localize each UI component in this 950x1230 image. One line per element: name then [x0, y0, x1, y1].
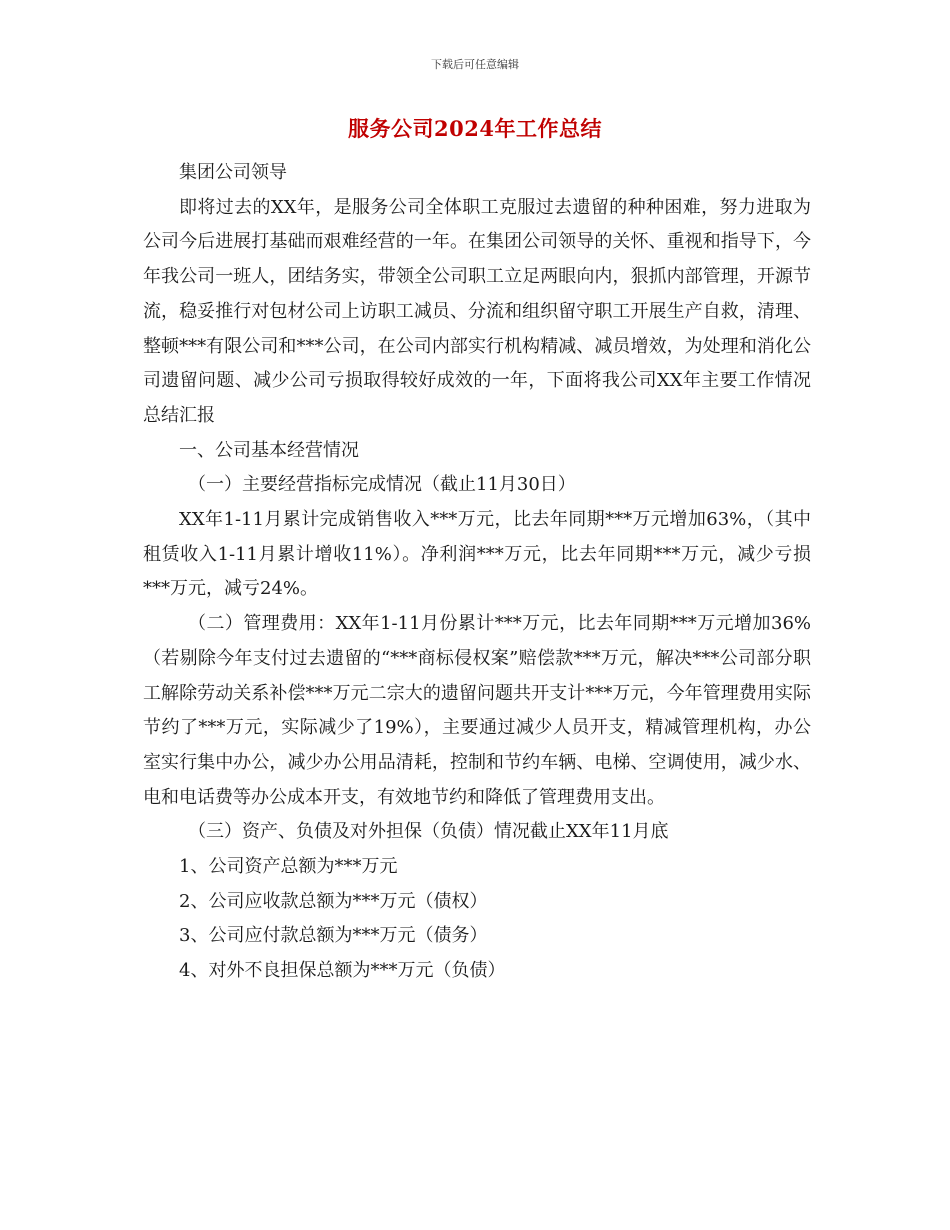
document-title: 服务公司2024年工作总结 [348, 116, 602, 141]
section-heading: 一、公司基本经营情况 [179, 439, 359, 461]
list-item: 4、对外不良担保总额为***万元（负债） [179, 960, 506, 982]
management-cost-paragraph: （二）管理费用：XX年1-11月份累计***万元，比去年同期***万元增加36%（若剔除今年支付过去遗留的“***商标侵权案”赔偿款***万元，解决***公司部分职工解除劳动关系补偿***万元二宗大的遗留问题共开支计***万元，今年管理费用实际节约了***万元，实际减少了19%），主要通过减少人员开支，精减管理机构，办公室实行集中办公，减少办公用品清耗，控制和节约车辆、电梯、空调使用，减少水、电和电话费等办公成本开支，有效地节约和降低了管理费用支出。 [143, 613, 811, 808]
salutation-paragraph: 集团公司领导 [179, 162, 287, 183]
intro-paragraph: 即将过去的XX年，是服务公司全体职工克服过去遗留的种种困难，努力进取为公司今后进展打基础而艰难经营的一年。在集团公司领导的关怀、重视和指导下，今年我公司一班人，团结务实，带领全公司职工立足两眼向内，狠抓内部管理，开源节流，稳妥推行对包材公司上访职工减员、分流和组织留守职工开展生产自救，清理、整顿***有限公司和***公司，在公司内部实行机构精减、减员增效，为处理和消化公司遗留问题、减少公司亏损取得较好成效的一年，下面将我公司XX年主要工作情况总结汇报 [143, 196, 811, 426]
list-item: 2、公司应收款总额为***万元（债权） [179, 890, 488, 912]
list-item: 1、公司资产总额为***万元 [179, 856, 398, 878]
document-body [143, 156, 811, 989]
subsection-heading: （三）资产、负债及对外担保（负债）情况截止XX年11月底 [188, 821, 669, 843]
subsection-heading: （一）主要经营指标完成情况（截止11月30日） [188, 474, 576, 496]
list-item: 3、公司应付款总额为***万元（债务） [179, 925, 488, 947]
sales-paragraph: XX年1-11月累计完成销售收入***万元，比去年同期***万元增加63%，（其中租赁收入1-11月累计增收11%）。净利润***万元，比去年同期***万元，减少亏损***万元，减亏24%。 [143, 509, 811, 600]
page-header-note: 下载后可任意编辑 [431, 58, 519, 71]
